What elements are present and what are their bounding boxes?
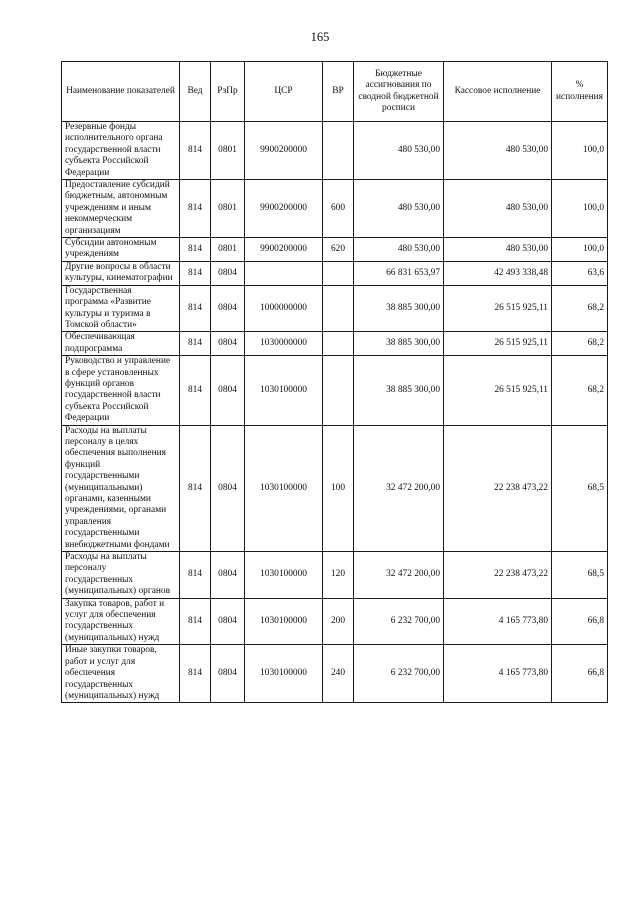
row-cash: 26 515 925,11 — [444, 285, 552, 332]
row-cash: 480 530,00 — [444, 180, 552, 238]
row-budget: 480 530,00 — [354, 122, 444, 180]
row-budget: 480 530,00 — [354, 238, 444, 262]
row-rzpr: 0801 — [211, 122, 245, 180]
row-cash: 4 165 773,80 — [444, 598, 552, 645]
row-csr — [245, 261, 323, 285]
row-vr — [323, 332, 354, 356]
row-rzpr: 0801 — [211, 238, 245, 262]
column-header-budget: Бюджетные ассигнования по сводной бюджетной росписи — [354, 62, 444, 122]
table-row — [62, 332, 608, 356]
row-cash: 4 165 773,80 — [444, 645, 552, 703]
row-vr: 600 — [323, 180, 354, 238]
row-csr: 1000000000 — [245, 285, 323, 332]
row-ved: 814 — [180, 356, 211, 425]
row-name: Закупка товаров, работ и услуг для обеспечения государственных (муниципальных) нужд — [62, 598, 180, 645]
row-name: Иные закупки товаров, работ и услуг для обеспечения государственных (муниципальных) нужд — [62, 645, 180, 703]
table-row — [62, 645, 608, 703]
row-name: Другие вопросы в области культуры, кинематографии — [62, 261, 180, 285]
row-percent: 66,8 — [552, 645, 608, 703]
column-header-vr: ВР — [323, 62, 354, 122]
row-rzpr: 0804 — [211, 552, 245, 599]
row-percent: 63,6 — [552, 261, 608, 285]
row-ved: 814 — [180, 645, 211, 703]
table-row — [62, 261, 608, 285]
row-percent: 68,5 — [552, 552, 608, 599]
row-ved: 814 — [180, 122, 211, 180]
row-ved: 814 — [180, 552, 211, 599]
row-ved: 814 — [180, 598, 211, 645]
row-rzpr: 0804 — [211, 261, 245, 285]
row-percent: 66,8 — [552, 598, 608, 645]
row-percent: 100,0 — [552, 180, 608, 238]
row-name: Субсидии автономным учреждениям — [62, 238, 180, 262]
row-budget: 38 885 300,00 — [354, 285, 444, 332]
row-percent: 68,2 — [552, 285, 608, 332]
table-row — [62, 425, 608, 551]
budget-execution-table — [61, 61, 608, 703]
table-row — [62, 180, 608, 238]
page-number: 165 — [310, 30, 330, 44]
row-ved: 814 — [180, 238, 211, 262]
row-percent: 68,2 — [552, 356, 608, 425]
row-vr: 120 — [323, 552, 354, 599]
table-row — [62, 552, 608, 599]
table-row — [62, 238, 608, 262]
row-csr: 1030100000 — [245, 552, 323, 599]
column-header-name: Наименование показателей — [62, 62, 180, 122]
row-budget: 32 472 200,00 — [354, 552, 444, 599]
row-budget: 6 232 700,00 — [354, 645, 444, 703]
row-name: Резервные фонды исполнительного органа государственной власти субъекта Российской Федерации — [62, 122, 180, 180]
row-percent: 100,0 — [552, 122, 608, 180]
table-row — [62, 122, 608, 180]
row-cash: 480 530,00 — [444, 122, 552, 180]
row-name: Расходы на выплаты персоналу государственных (муниципальных) органов — [62, 552, 180, 599]
table-body — [62, 122, 608, 703]
column-header-ved: Вед — [180, 62, 211, 122]
row-rzpr: 0804 — [211, 598, 245, 645]
row-cash: 22 238 473,22 — [444, 552, 552, 599]
row-csr: 9900200000 — [245, 238, 323, 262]
row-rzpr: 0804 — [211, 356, 245, 425]
row-csr: 1030100000 — [245, 645, 323, 703]
row-cash: 22 238 473,22 — [444, 425, 552, 551]
row-rzpr: 0804 — [211, 332, 245, 356]
row-budget: 32 472 200,00 — [354, 425, 444, 551]
row-csr: 1030100000 — [245, 598, 323, 645]
table-row — [62, 285, 608, 332]
row-vr — [323, 122, 354, 180]
row-ved: 814 — [180, 285, 211, 332]
row-percent: 68,5 — [552, 425, 608, 551]
row-name: Предоставление субсидий бюджетным, автономным учреждениям и иным некоммерческим организациям — [62, 180, 180, 238]
table-row — [62, 598, 608, 645]
row-vr: 100 — [323, 425, 354, 551]
column-header-csr: ЦСР — [245, 62, 323, 122]
row-cash: 480 530,00 — [444, 238, 552, 262]
row-csr: 1030100000 — [245, 425, 323, 551]
row-cash: 26 515 925,11 — [444, 356, 552, 425]
table-row — [62, 356, 608, 425]
row-csr: 9900200000 — [245, 180, 323, 238]
row-rzpr: 0804 — [211, 645, 245, 703]
row-budget: 480 530,00 — [354, 180, 444, 238]
row-rzpr: 0804 — [211, 425, 245, 551]
row-ved: 814 — [180, 332, 211, 356]
row-vr: 240 — [323, 645, 354, 703]
row-csr: 9900200000 — [245, 122, 323, 180]
column-header-percent: % исполнения — [552, 62, 608, 122]
row-rzpr: 0801 — [211, 180, 245, 238]
row-vr — [323, 261, 354, 285]
row-name: Руководство и управление в сфере установленных функций органов государственной власти субъекта Российской Федерации — [62, 356, 180, 425]
row-ved: 814 — [180, 180, 211, 238]
row-name: Государственная программа «Развитие культуры и туризма в Томской области» — [62, 285, 180, 332]
row-ved: 814 — [180, 261, 211, 285]
table-header-row — [62, 62, 608, 122]
row-vr: 620 — [323, 238, 354, 262]
row-cash: 42 493 338,48 — [444, 261, 552, 285]
row-rzpr: 0804 — [211, 285, 245, 332]
row-budget: 6 232 700,00 — [354, 598, 444, 645]
row-budget: 38 885 300,00 — [354, 332, 444, 356]
row-budget: 66 831 653,97 — [354, 261, 444, 285]
row-name: Обеспечивающая подпрограмма — [62, 332, 180, 356]
row-vr: 200 — [323, 598, 354, 645]
column-header-cash: Кассовое исполнение — [444, 62, 552, 122]
column-header-rzpr: РзПр — [211, 62, 245, 122]
row-name: Расходы на выплаты персоналу в целях обеспечения выполнения функций государственными (муниципальными) органами, казенными учреждениями, органами управления государственными внебюджетными фондами — [62, 425, 180, 551]
row-vr — [323, 285, 354, 332]
row-vr — [323, 356, 354, 425]
row-csr: 1030000000 — [245, 332, 323, 356]
row-ved: 814 — [180, 425, 211, 551]
row-cash: 26 515 925,11 — [444, 332, 552, 356]
row-percent: 68,2 — [552, 332, 608, 356]
row-csr: 1030100000 — [245, 356, 323, 425]
row-percent: 100,0 — [552, 238, 608, 262]
row-budget: 38 885 300,00 — [354, 356, 444, 425]
